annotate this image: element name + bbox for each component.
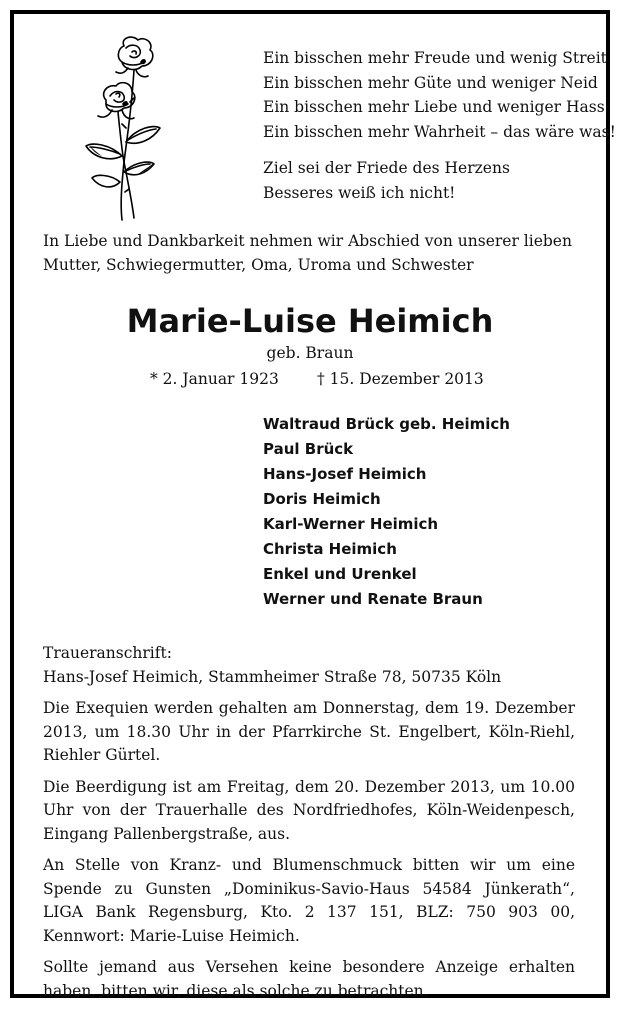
death-date: † 15. Dezember 2013: [317, 370, 484, 388]
birth-date: * 2. Januar 1923: [150, 370, 279, 388]
address-label: Traueranschrift:: [43, 644, 172, 662]
donation-paragraph: An Stelle von Kranz- und Blumenschmuck bitten wir um eine Spende zu Gunsten „Dominikus-Savio-Haus 54584 Jünkerath“, LIGA Bank Regensburg, Kto. 2 137 151, BLZ: 750 903 00, Kennwort: Marie-Luise Heimich.: [43, 856, 575, 945]
mourner-name: Enkel und Urenkel: [263, 565, 417, 583]
notice-body: [43, 642, 575, 1011]
deceased-name: Marie-Luise Heimich: [126, 302, 494, 340]
poem: [263, 46, 616, 205]
mourning-address: [43, 642, 575, 689]
obituary-notice: [10, 10, 616, 1000]
birth-name: geb. Braun: [266, 344, 354, 362]
poem-line: Ziel sei der Friede des Herzens: [263, 159, 510, 177]
poem-line: Ein bisschen mehr Freude und wenig Streit: [263, 49, 607, 67]
mourner-name: Christa Heimich: [263, 540, 397, 558]
mourners-list: [263, 412, 510, 612]
mourner-name: Waltraud Brück geb. Heimich: [263, 415, 510, 433]
mourner-name: Karl-Werner Heimich: [263, 515, 439, 533]
closing-paragraph: Sollte jemand aus Versehen keine besondere Anzeige erhalten haben, bitten wir, diese als solche zu betrachten.: [43, 958, 575, 1000]
burial-paragraph: Die Beerdigung ist am Freitag, dem 20. Dezember 2013, um 10.00 Uhr von der Trauerhalle des Nordfriedhofes, Köln-Weidenpesch, Eingang Pallenbergstraße, aus.: [43, 777, 575, 843]
mourner-name: Hans-Josef Heimich: [263, 465, 427, 483]
mourner-name: Paul Brück: [263, 440, 354, 458]
intro-text: In Liebe und Dankbarkeit nehmen wir Abschied von unserer lieben Mutter, Schwiegermutter, Oma, Uroma und Schwester: [43, 232, 572, 274]
poem-line: Ein bisschen mehr Wahrheit – das wäre was!: [263, 122, 616, 141]
exequien-paragraph: Die Exequien werden gehalten am Donnerstag, dem 19. Dezember 2013, um 18.30 Uhr in der Pfarrkirche St. Engelbert, Köln-Riehl, Riehler Gürtel.: [43, 699, 575, 764]
rose-icon: [62, 32, 172, 222]
address-value: Hans-Josef Heimich, Stammheimer Straße 78, 50735 Köln: [43, 667, 502, 686]
poem-stanza-2: [263, 156, 616, 205]
poem-line: Besseres weiß ich nicht!: [263, 183, 456, 202]
poem-stanza-1: [263, 46, 616, 144]
mourner-name: Werner und Renate Braun: [263, 590, 483, 608]
poem-line: Ein bisschen mehr Liebe und weniger Hass: [263, 98, 605, 116]
poem-line: Ein bisschen mehr Güte und weniger Neid: [263, 73, 598, 92]
mourner-name: Doris Heimich: [263, 490, 381, 508]
